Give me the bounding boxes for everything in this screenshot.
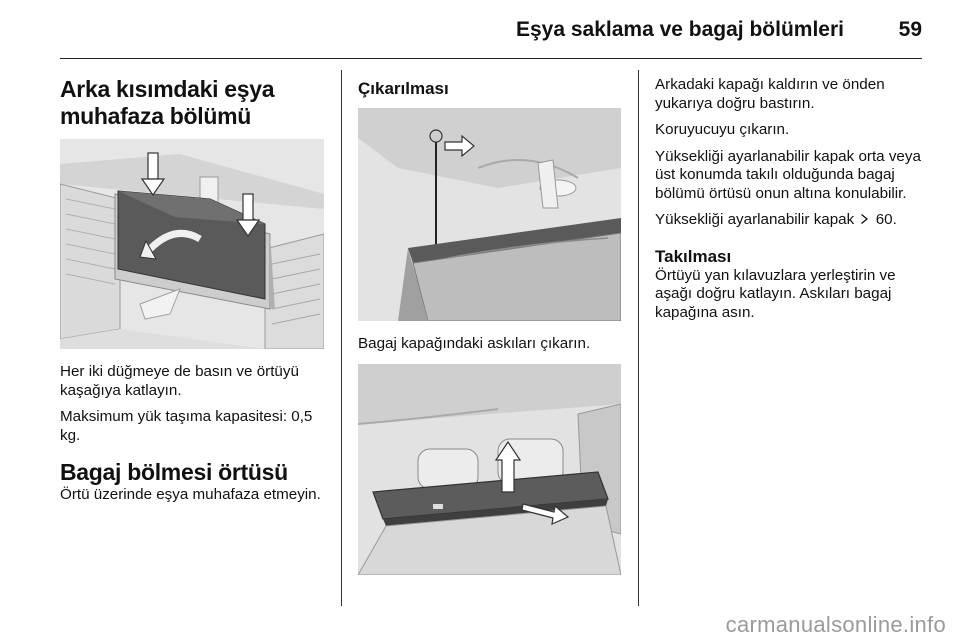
paragraph: Bagaj kapağındaki askıları çıkarın. [358,335,591,352]
paragraph-text: Yüksekliği ayarlanabilir kapak [655,211,855,228]
column-1 [60,76,328,513]
paragraph: Koruyucuyu çıkarın. [655,121,790,138]
page-reference-arrow-icon [860,213,869,225]
section-heading: Bagaj bölmesi örtüsü [60,459,288,485]
page-reference[interactable]: 60. [875,211,897,228]
paragraph: Örtü üzerinde eşya muhafaza etmeyin. [60,486,321,503]
rear-storage-illustration [60,139,324,349]
column-divider [638,70,639,606]
paragraph: Örtüyü yan kılavuzlara yerleştirin ve aşağı doğru katlayın. Askıları bagaj kapağına asın. [655,266,896,321]
header-title: Eşya saklama ve bagaj bölümleri [515,18,844,41]
column-divider [341,70,342,606]
page-header [60,14,922,59]
paragraph: Her iki düğmeye de basın ve örtüyü kaşağıya katlayın. [60,363,299,399]
paragraph: Arkadaki kapağı kaldırın ve önden yukarıya doğru bastırın. [655,76,885,112]
cover-removal-illustration [358,364,621,575]
paragraph: Yüksekliği ayarlanabilir kapak orta veya üst konumda takılı olduğunda bagaj bölümü örtüsü onun altına konulabilir. [655,147,921,202]
paragraph: Maksimum yük taşıma kapasitesi: 0,5 kg. [60,408,313,444]
watermark: carmanualsonline.info [725,612,946,637]
column-3 [655,76,923,330]
tailgate-hanger-illustration [358,108,621,321]
paragraph [655,211,923,230]
page-number: 59 [898,18,922,41]
subsection-heading: Takılması [655,246,732,266]
subsection-heading: Çıkarılması [358,79,449,98]
column-2 [358,76,622,575]
section-heading: Arka kısımdaki eşya muhafaza bölümü [60,76,275,129]
